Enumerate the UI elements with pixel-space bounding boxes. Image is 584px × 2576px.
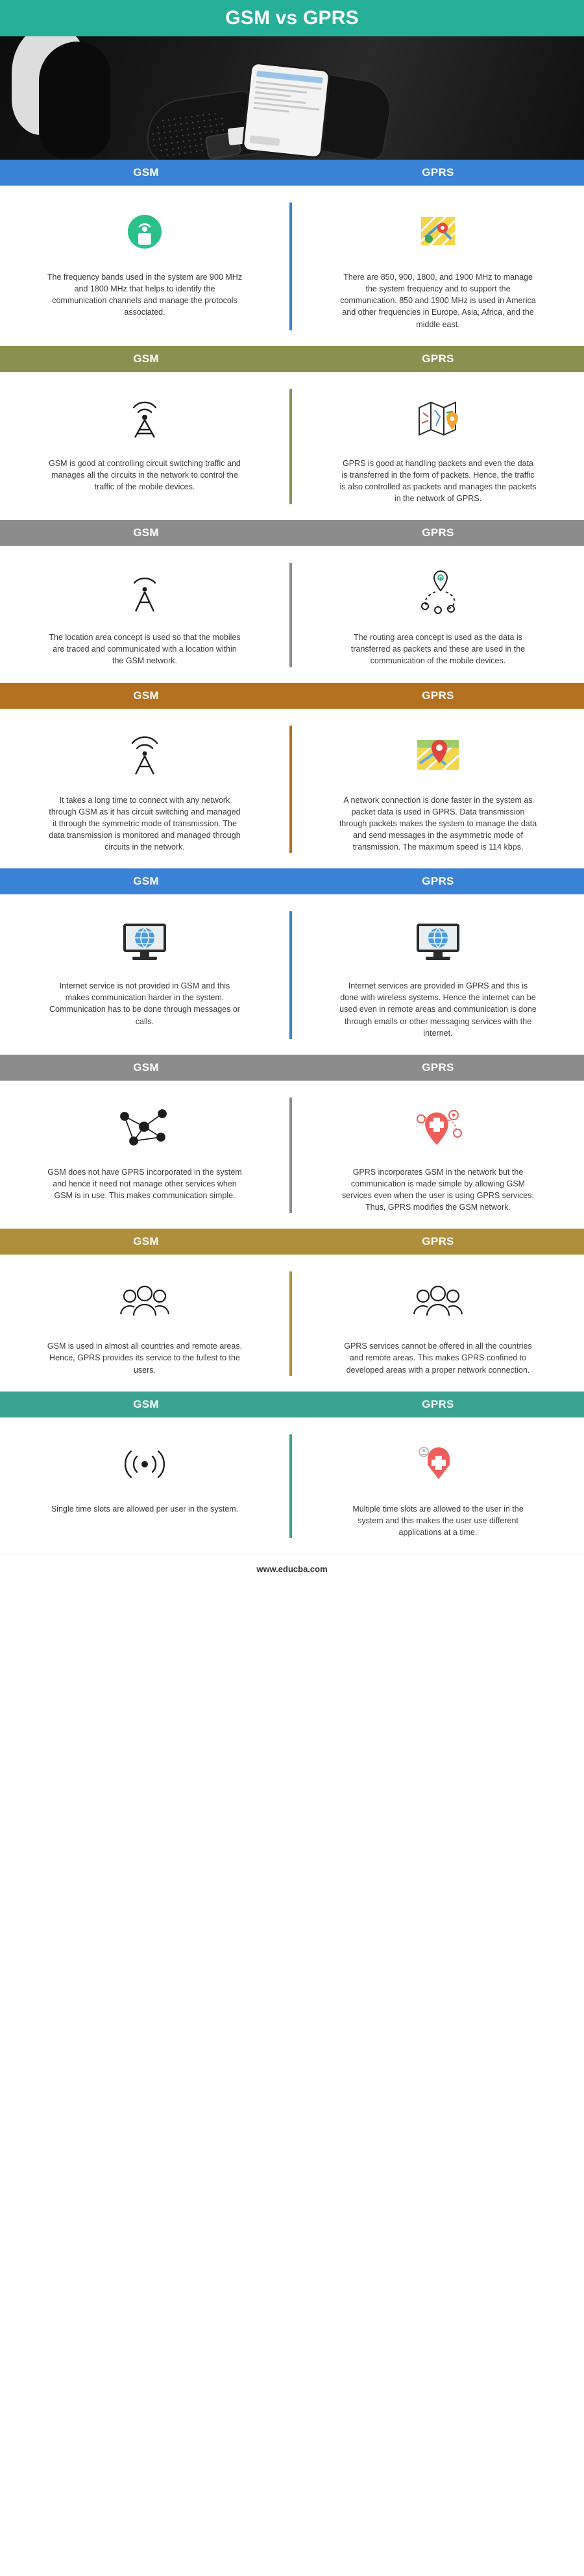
row-1-right-header: GPRS [422, 166, 454, 178]
row-4-left-text: It takes a long time to connect with any network through GSM as it has circuit switching and managed it through the symmetric mode of transmission. The data transmission is monitored and managed through circuits in the network. [49, 795, 241, 852]
row-7-left-cell [0, 1271, 292, 1375]
row-5-left-header: GSM [133, 875, 159, 888]
row-8-left-text: Single time slots are allowed per user in the system. [51, 1504, 239, 1514]
row-2-left-header: GSM [133, 352, 159, 365]
row-2 [0, 372, 584, 521]
row-5-right-header: GPRS [422, 875, 454, 888]
row-8-right-header: GPRS [422, 1397, 454, 1410]
row-7-left-header: GSM [133, 1235, 159, 1248]
row-2-right-cell [292, 389, 584, 505]
row-1-right-cell [292, 202, 584, 330]
signal-tower-icon [121, 726, 169, 785]
row-4-right-text: A network connection is done faster in the system as packet data is used in GPRS. Data transmission through packets makes the system to manage the data and send messages in the asymmetric mode of transmission. The maximum speed is 114 kbps. [339, 795, 537, 852]
row-4 [0, 709, 584, 869]
row-1-left-cell [0, 202, 292, 330]
smartphone-icon [243, 64, 328, 157]
person-shadow [39, 42, 110, 158]
row-1 [0, 186, 584, 346]
row-8 [0, 1417, 584, 1554]
row-header-5 [0, 868, 584, 894]
row-3-right-cell [292, 563, 584, 667]
page-title: GSM vs GPRS [225, 7, 359, 29]
row-1-right-text: There are 850, 900, 1800, and 1900 MHz to manage the system frequency and to support the communication. 850 and 1900 MHz is used in America and other frequencies in Europe, Asia, Africa, and the middle east. [340, 273, 536, 329]
row-7-left-text: GSM is used in almost all countries and remote areas. Hence, GPRS provides its service to the fullest to the users. [47, 1342, 243, 1375]
row-6-right-text: GPRS incorporates GSM in the network but the communication is made simple by allowing GSM services even when the user is using GPRS services. Thus, GPRS modifies the GSM network. [342, 1167, 534, 1212]
users-group-icon [409, 1271, 467, 1331]
broadcast-tower-icon [121, 389, 169, 448]
row-header-7 [0, 1229, 584, 1255]
row-header-2 [0, 346, 584, 372]
row-header-6 [0, 1055, 584, 1081]
row-4-left-header: GSM [133, 689, 159, 702]
row-3-right-header: GPRS [422, 526, 454, 539]
row-8-right-cell [292, 1434, 584, 1538]
row-4-right-header: GPRS [422, 689, 454, 702]
row-6 [0, 1081, 584, 1229]
row-7-right-header: GPRS [422, 1235, 454, 1248]
row-3-left-header: GSM [133, 526, 159, 539]
row-header-1 [0, 160, 584, 186]
row-4-right-cell [292, 726, 584, 853]
row-3-left-cell [0, 563, 292, 667]
map-location-icon [416, 202, 460, 262]
footer [0, 1554, 584, 1584]
row-3-right-text: The routing area concept is used as the data is transferred as packets and these are used in the communication of the mobile devices. [350, 633, 526, 666]
row-header-3 [0, 520, 584, 546]
row-2-left-cell [0, 389, 292, 505]
row-8-right-text: Multiple time slots are allowed to the user in the system and this makes the user use different applications at a time. [352, 1504, 524, 1537]
row-2-right-text: GPRS is good at handling packets and even the data is transferred in the form of packets. Hence, the traffic is also controlled as packets and manages the packets in the network of GPRS. [339, 458, 537, 503]
map-marker-icon [413, 726, 463, 785]
row-3-left-text: The location area concept is used so that the mobiles are traced and communicated with a location within the GSM network. [49, 633, 241, 666]
row-4-left-cell [0, 726, 292, 853]
row-6-right-cell [292, 1098, 584, 1214]
row-5-left-text: Internet service is not provided in GSM and this makes communication harder in the system. Communication has to be done through messages or calls. [49, 981, 240, 1026]
medical-user-icon [412, 1434, 464, 1494]
row-header-4 [0, 683, 584, 709]
route-pin-icon [412, 563, 464, 622]
row-6-left-header: GSM [133, 1061, 159, 1073]
row-8-left-cell [0, 1434, 292, 1538]
desktop-globe-icon [411, 911, 465, 971]
users-group-icon [116, 1271, 174, 1331]
row-3 [0, 546, 584, 682]
signal-tower-icon [124, 202, 165, 262]
footer-url[interactable]: www.educba.com [256, 1564, 328, 1574]
row-7-right-text: GPRS services cannot be offered in all the countries and remote areas. This makes GPRS confined to developed areas with a proper network connection. [344, 1342, 532, 1375]
network-nodes-icon [116, 1098, 174, 1157]
row-6-left-text: GSM does not have GPRS incorporated in the system and hence it need not manage other services when GSM is in use. This makes communication simple. [47, 1167, 242, 1200]
antenna-tower-icon [121, 563, 169, 622]
folded-map-pin-icon [414, 389, 462, 448]
row-header-8 [0, 1392, 584, 1417]
hero-image [0, 36, 584, 160]
medical-location-icon [411, 1098, 465, 1157]
row-1-left-text: The frequency bands used in the system are 900 MHz and 1800 MHz that helps to identify the communication channels and manage the protocols associated. [47, 273, 243, 317]
row-6-left-cell [0, 1098, 292, 1214]
row-5 [0, 894, 584, 1055]
row-1-left-header: GSM [133, 166, 159, 178]
desktop-globe-icon [118, 911, 171, 971]
title-bar [0, 0, 584, 36]
row-7 [0, 1255, 584, 1391]
row-2-right-header: GPRS [422, 352, 454, 365]
row-5-right-text: Internet services are provided in GPRS and this is done with wireless systems. Hence the internet can be used even in remote areas and communication is done through emails or other messaging services with the internet. [339, 981, 537, 1038]
row-7-right-cell [292, 1271, 584, 1375]
row-8-left-header: GSM [133, 1397, 159, 1410]
row-6-right-header: GPRS [422, 1061, 454, 1073]
row-2-left-text: GSM is good at controlling circuit switching traffic and manages all the circuits in the network to control the traffic of the mobile devices. [49, 458, 241, 491]
row-5-right-cell [292, 911, 584, 1039]
row-5-left-cell [0, 911, 292, 1039]
wifi-signal-icon [119, 1434, 171, 1494]
